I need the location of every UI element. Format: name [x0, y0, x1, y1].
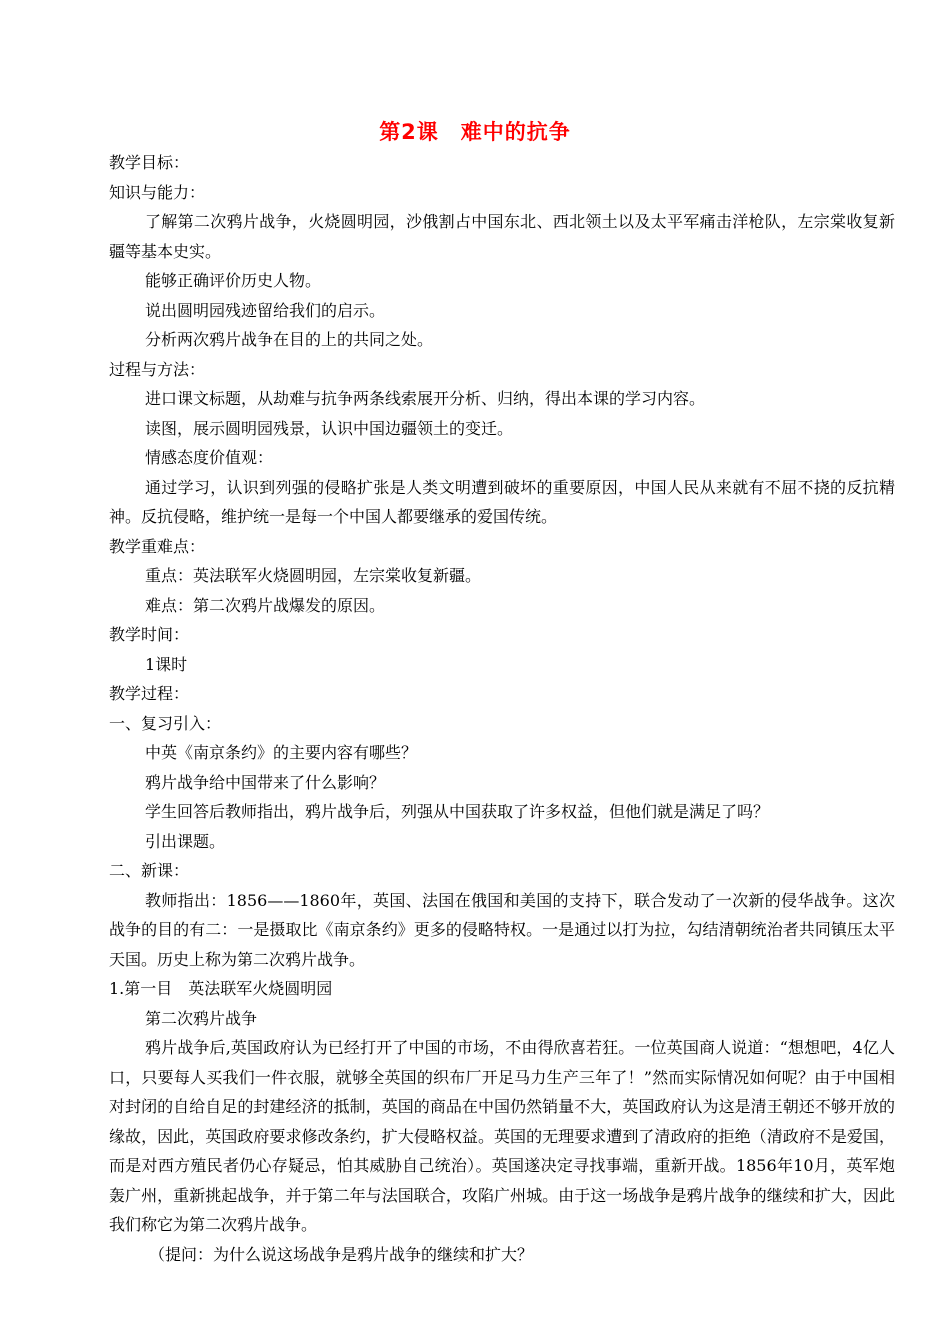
indented-line: 引出课题。 [145, 831, 226, 851]
indented-line: 进口课文标题，从劫难与抗争两条线索展开分析、归纳，得出本课的学习内容。 [145, 389, 706, 408]
indented-line: 中英《南京条约》的主要内容有哪些？ [145, 743, 418, 762]
paragraph: 了解第二次鸦片战争，火烧圆明园，沙俄割占中国东北、西北领土以及太平军痛击洋枪队，左宗棠收复新疆等基本史实。 [109, 212, 895, 261]
indented-line: 1课时 [145, 654, 188, 674]
indented-line: 说出圆明园残迹留给我们的启示。 [145, 300, 386, 320]
indented-line: 读图，展示圆明园残景，认识中国边疆领土的变迁。 [145, 418, 514, 438]
indented-line: 重点：英法联军火烧圆明园，左宗棠收复新疆。 [145, 566, 482, 585]
indented-line: 能够正确评价历史人物。 [145, 271, 322, 290]
heading-section-1: 1.第一目 英法联军火烧圆明园 [109, 979, 333, 998]
lesson-title: 第2课 难中的抗争 [379, 120, 571, 144]
indented-line: 分析两次鸦片战争在目的上的共同之处。 [145, 330, 434, 349]
paragraph: 鸦片战争后,英国政府认为已经打开了中国的市场，不由得欣喜若狂。一位英国商人说道：“想想吧，4亿人口，只要每人买我们一件衣服，就够全英国的织布厂开足马力生产三年了！”然而实际情况如何呢？由于中国相对封闭的自给自足的封建经济的抵制，英国的商品在中国仍然销量不大，英国政府认为这是清王朝还不够开放的缘故，因此，英国政府要求修改条约，扩大侵略权益。英国的无理要求遭到了清政府的拒绝（清政府不是爱国，而是对西方殖民者仍心存疑忌，怕其威胁自己统治）。英国遂决定寻找事端，重新开战。1856年10月，英军炮轰广州，重新挑起战争，并于第二年与法国联合，攻陷广州城。由于这一场战争是鸦片战争的继续和扩大，因此我们称它为第二次鸦片战争。 [109, 1038, 895, 1234]
indented-line: 学生回答后教师指出，鸦片战争后，列强从中国获取了许多权益，但他们就是满足了吗？ [145, 802, 770, 821]
paragraph: 通过学习，认识到列强的侵略扩张是人类文明遭到破坏的重要原因，中国人民从来就有不屈不挠的反抗精神。反抗侵略，维护统一是每一个中国人都要继承的爱国传统。 [109, 477, 895, 526]
document-body [109, 148, 895, 1269]
heading-process: 过程与方法： [109, 359, 206, 379]
indented-line: 鸦片战争给中国带来了什么影响？ [145, 772, 386, 792]
indented-line: 难点：第二次鸦片战爆发的原因。 [145, 595, 386, 615]
heading-teaching-goals: 教学目标： [109, 153, 190, 172]
heading-knowledge: 知识与能力： [109, 182, 206, 202]
heading-time: 教学时间： [109, 625, 190, 644]
question-line: （提问：为什么说这场战争是鸦片战争的继续和扩大？ [149, 1244, 534, 1264]
heading-review: 一、复习引入： [109, 713, 222, 733]
heading-new-lesson: 二、新课： [109, 861, 190, 880]
indented-line: 情感态度价值观： [145, 448, 274, 467]
heading-process-steps: 教学过程： [109, 684, 190, 703]
paragraph: 教师指出：1856——1860年，英国、法国在俄国和美国的支持下，联合发动了一次新的侵华战争。这次战争的目的有二：一是摄取比《南京条约》更多的侵略特权。一是通过以打为拉，勾结清朝统治者共同镇压太平天国。历史上称为第二次鸦片战争。 [109, 890, 895, 969]
indented-line: 第二次鸦片战争 [145, 1008, 258, 1028]
heading-key-points: 教学重难点： [109, 536, 206, 556]
